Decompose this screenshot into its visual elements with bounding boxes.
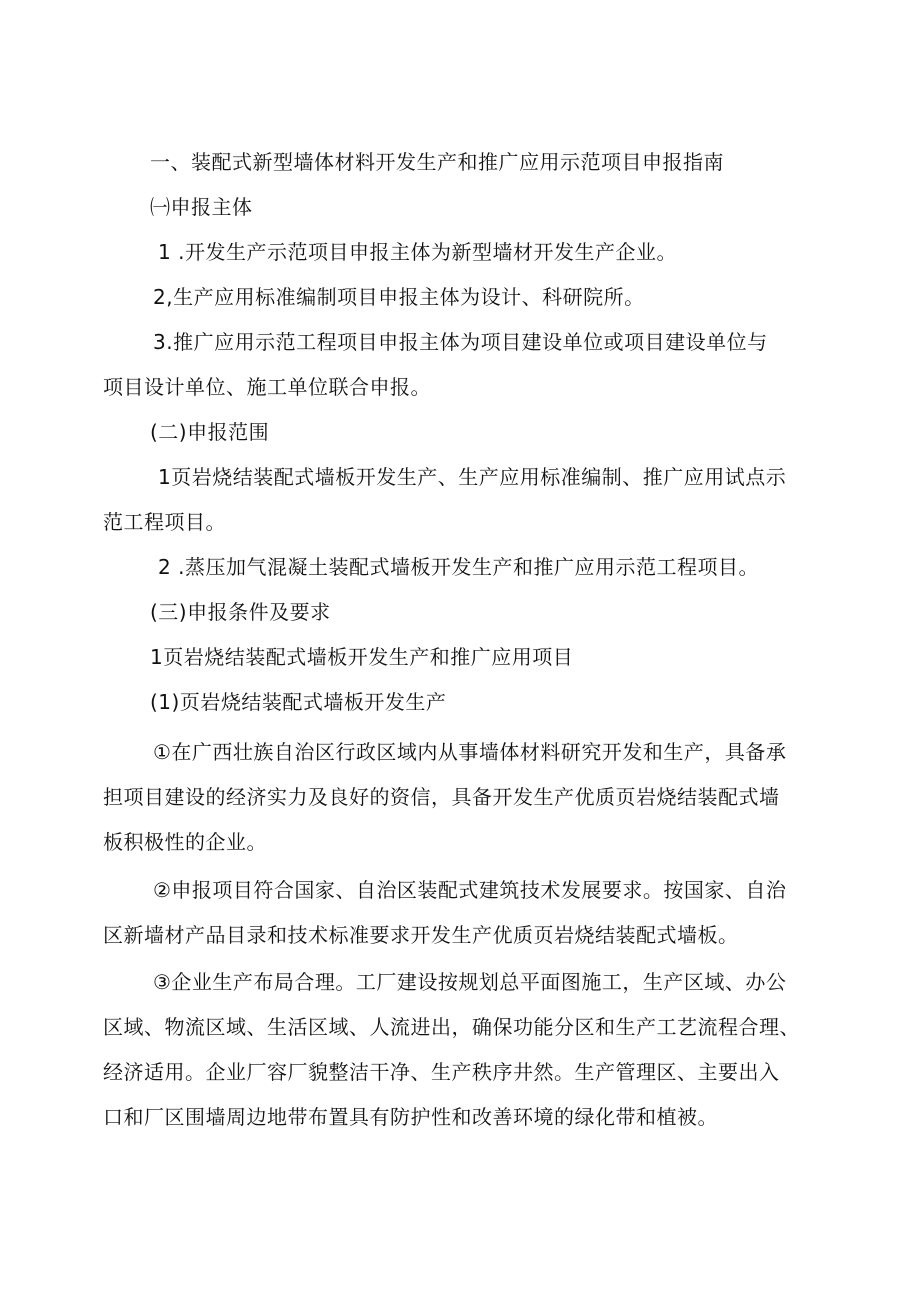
subsection-heading: (三)申报条件及要求: [150, 600, 331, 624]
paragraph-line: 1页岩烧结装配式墙板开发生产、生产应用标准编制、推广应用试点示: [158, 465, 787, 489]
paragraph-line: ②申报项目符合国家、自治区装配式建筑技术发展要求。按国家、自治: [153, 878, 787, 902]
paragraph-line: 范工程项目。: [103, 510, 226, 534]
subsection-heading: ㈠申报主体: [150, 195, 253, 219]
paragraph-line: 1 .开发生产示范项目申报主体为新型墙材开发生产企业。: [158, 240, 677, 264]
paragraph-line: 板积极性的企业。: [103, 830, 267, 854]
paragraph-line: 口和厂区围墙周边地带布置具有防护性和改善环境的绿化带和植被。: [103, 1105, 718, 1129]
item-heading: (1)页岩烧结装配式墙板开发生产: [150, 690, 447, 714]
paragraph-line: 经济适用。企业厂容厂貌整洁干净、生产秩序井然。生产管理区、主要出入: [103, 1060, 780, 1084]
paragraph-line: 区域、物流区域、生活区域、人流进出，确保功能分区和生产工艺流程合理、: [103, 1015, 800, 1039]
paragraph-line: ③企业生产布局合理。工厂建设按规划总平面图施工，生产区域、办公: [153, 970, 787, 994]
paragraph-line: 2 .蒸压加气混凝土装配式墙板开发生产和推广应用示范工程项目。: [158, 555, 759, 579]
paragraph-line: 担项目建设的经济实力及良好的资信，具备开发生产优质页岩烧结装配式墙: [103, 785, 780, 809]
paragraph-line: ①在广西壮族自治区行政区域内从事墙体材料研究开发和生产，具备承: [153, 740, 787, 764]
item-heading: 1页岩烧结装配式墙板开发生产和推广应用项目: [150, 645, 574, 669]
section-heading: 一、装配式新型墙体材料开发生产和推广应用示范项目申报指南: [150, 150, 724, 174]
paragraph-line: 项目设计单位、施工单位联合申报。: [103, 375, 431, 399]
paragraph-line: 2,生产应用标准编制项目申报主体为设计、科研院所。: [153, 285, 645, 309]
paragraph-line: 3.推广应用示范工程项目申报主体为项目建设单位或项目建设单位与: [153, 330, 768, 354]
subsection-heading: (二)申报范围: [150, 420, 270, 444]
paragraph-line: 区新墙材产品目录和技术标准要求开发生产优质页岩烧结装配式墙板。: [103, 923, 739, 947]
